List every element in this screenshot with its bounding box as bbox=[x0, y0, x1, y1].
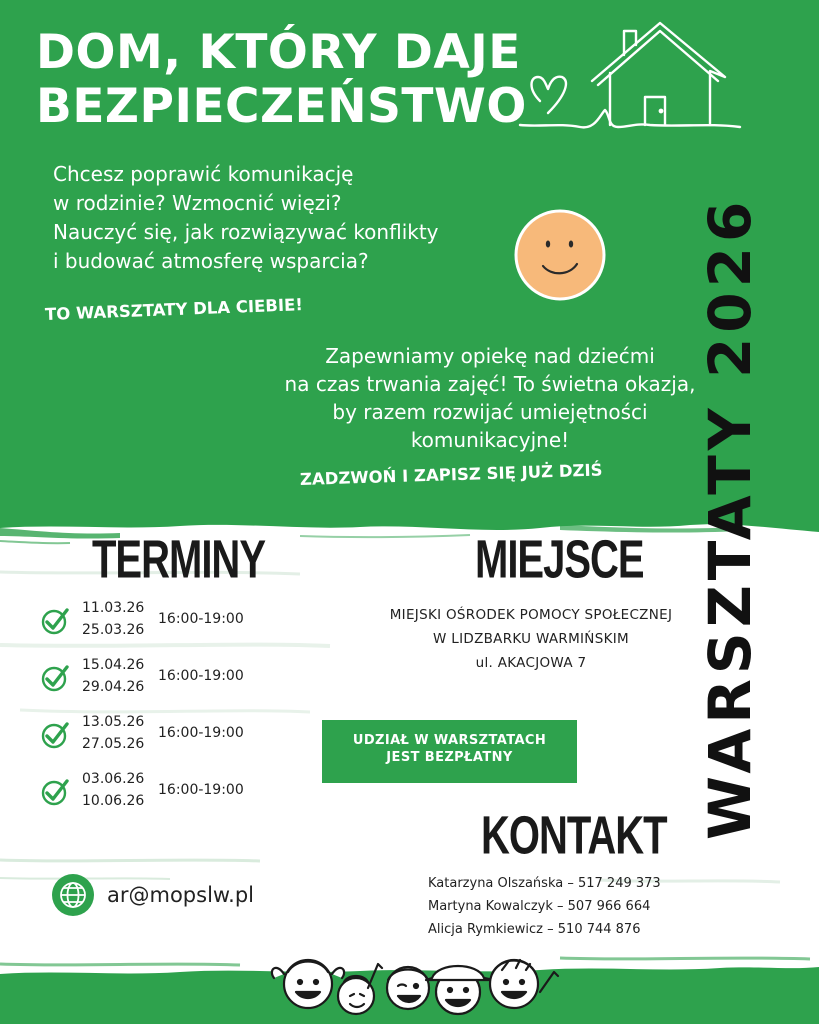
title-line-2: BEZPIECZEŃSTWO bbox=[36, 79, 527, 134]
date-first: 13.05.26 bbox=[82, 714, 145, 730]
care-line: by razem rozwijać umiejętności bbox=[332, 400, 648, 424]
time-range: 16:00-19:00 bbox=[158, 725, 244, 741]
intro-text bbox=[53, 160, 439, 276]
title-line-1: DOM, KTÓRY DAJE bbox=[36, 25, 521, 80]
date-first: 11.03.26 bbox=[82, 600, 145, 616]
place-heading: MIEJSCE bbox=[475, 530, 644, 590]
cta-for-you: TO WARSZTATY DLA CIEBIE! bbox=[44, 295, 304, 324]
contact-person: Katarzyna Olszańska – 517 249 373 bbox=[428, 876, 661, 891]
intro-line: w rodzinie? Wzmocnić więzi? bbox=[53, 191, 342, 215]
schedule-row bbox=[40, 657, 280, 714]
place-line-2: W LIDZBARKU WARMIŃSKIM bbox=[433, 631, 629, 647]
schedule-list bbox=[40, 600, 280, 828]
globe-icon bbox=[52, 874, 94, 916]
email-link[interactable]: ar@mopslw.pl bbox=[107, 883, 254, 907]
vertical-label bbox=[680, 160, 780, 840]
intro-line: Nauczyć się, jak rozwiązywać konflikty bbox=[53, 220, 439, 244]
place-line-3: ul. AKACJOWA 7 bbox=[475, 655, 587, 671]
time-range: 16:00-19:00 bbox=[158, 611, 244, 627]
check-icon bbox=[40, 663, 70, 693]
date-second: 10.06.26 bbox=[82, 793, 145, 809]
schedule-heading: TERMINY bbox=[92, 530, 265, 590]
check-icon bbox=[40, 720, 70, 750]
date-second: 27.05.26 bbox=[82, 736, 145, 752]
intro-line: i budować atmosferę wsparcia? bbox=[53, 249, 369, 273]
place-line-1: MIEJSKI OŚRODEK POMOCY SPOŁECZNEJ bbox=[389, 607, 673, 623]
childcare-text bbox=[240, 342, 740, 454]
time-range: 16:00-19:00 bbox=[158, 668, 244, 684]
workshops-year-label: WARSZTATY 2026 bbox=[696, 196, 764, 840]
smiley-icon bbox=[513, 208, 607, 302]
date-first: 03.06.26 bbox=[82, 771, 145, 787]
place-address bbox=[366, 603, 696, 675]
date-first: 15.04.26 bbox=[82, 657, 145, 673]
contact-heading: KONTAKT bbox=[481, 806, 667, 866]
care-line: na czas trwania zajęć! To świetna okazja, bbox=[284, 372, 696, 396]
cta-call-now: ZADZWOŃ I ZAPISZ SIĘ JUŻ DZIŚ bbox=[299, 460, 603, 489]
date-second: 29.04.26 bbox=[82, 679, 145, 695]
intro-line: Chcesz poprawić komunikację bbox=[53, 162, 354, 186]
contact-person: Alicja Rymkiewicz – 510 744 876 bbox=[428, 922, 641, 937]
kids-illustration bbox=[262, 948, 572, 1024]
care-line: komunikacyjne! bbox=[410, 428, 570, 452]
contact-list bbox=[428, 872, 661, 941]
schedule-row bbox=[40, 714, 280, 771]
free-participation-box bbox=[322, 720, 577, 783]
page-title bbox=[36, 26, 527, 134]
free-line-1: UDZIAŁ W WARSZTATACH bbox=[352, 733, 547, 748]
house-heart-icon bbox=[500, 15, 750, 145]
schedule-row bbox=[40, 771, 280, 828]
check-icon bbox=[40, 606, 70, 636]
free-line-2: JEST BEZPŁATNY bbox=[386, 750, 513, 765]
contact-person: Martyna Kowalczyk – 507 966 664 bbox=[428, 899, 651, 914]
check-icon bbox=[40, 777, 70, 807]
schedule-row bbox=[40, 600, 280, 657]
time-range: 16:00-19:00 bbox=[158, 782, 244, 798]
date-second: 25.03.26 bbox=[82, 622, 145, 638]
care-line: Zapewniamy opiekę nad dziećmi bbox=[325, 344, 655, 368]
